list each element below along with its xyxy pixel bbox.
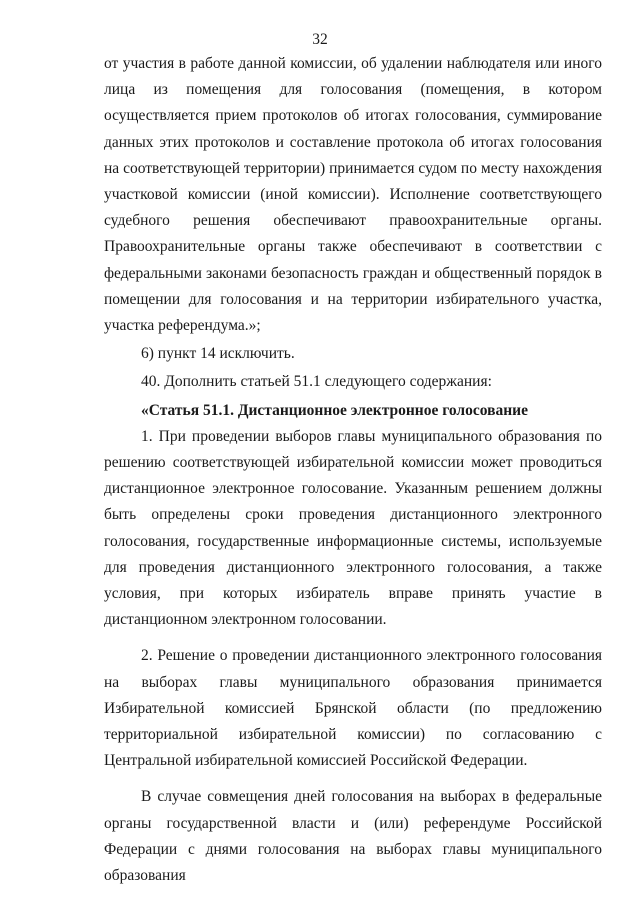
- document-body: [104, 51, 602, 889]
- paragraph-continuation: от участия в работе данной комиссии, об удалении наблюдателя или иного лица из помещения для голосования (помещения, в котором осуществляется прием протоколов об итогах голосования, суммирование данных этих протоколов и составление протокола об итогах голосования на соответствующей территории) принимается судом по месту нахождения участковой комиссии (иной комиссии). Исполнение соответствующего судебного решения обеспечивают правоохранительные органы. Правоохранительные органы также обеспечивают в соответствии с федеральными законами безопасность граждан и общественный порядок в помещении для голосования и на территории избирательного участка, участка референдума.»;: [104, 55, 602, 335]
- page-number: 32: [312, 31, 328, 48]
- article-clause-2: 2. Решение о проведении дистанционного электронного голосования на выборах главы муниципального образования принимается Избирательной комиссией Брянской области (по предложению территориальной избирательной комиссии) по согласованию с Центральной избирательной комиссией Российской Федерации.: [104, 647, 602, 770]
- article-clause-1: 1. При проведении выборов главы муниципального образования по решению соответствующей избирательной комиссии может проводиться дистанционное электронное голосование. Указанным решением должны быть определены сроки проведения дистанционного электронного голосования, государственные информационные системы, используемые для проведения дистанционного электронного голосования, а также условия, при которых избиратель вправе принять участие в дистанционном электронном голосовании.: [104, 427, 602, 629]
- article-clause-2-continuation: В случае совмещения дней голосования на выборах в федеральные органы государственной власти и (или) референдуме Российской Федерации с днями голосования на выборах главы муниципального образования: [104, 788, 602, 885]
- article-heading: «Статья 51.1. Дистанционное электронное голосование: [141, 401, 528, 419]
- paragraph-item-40: 40. Дополнить статьей 51.1 следующего содержания:: [141, 373, 492, 391]
- paragraph-item-6: 6) пункт 14 исключить.: [141, 345, 295, 363]
